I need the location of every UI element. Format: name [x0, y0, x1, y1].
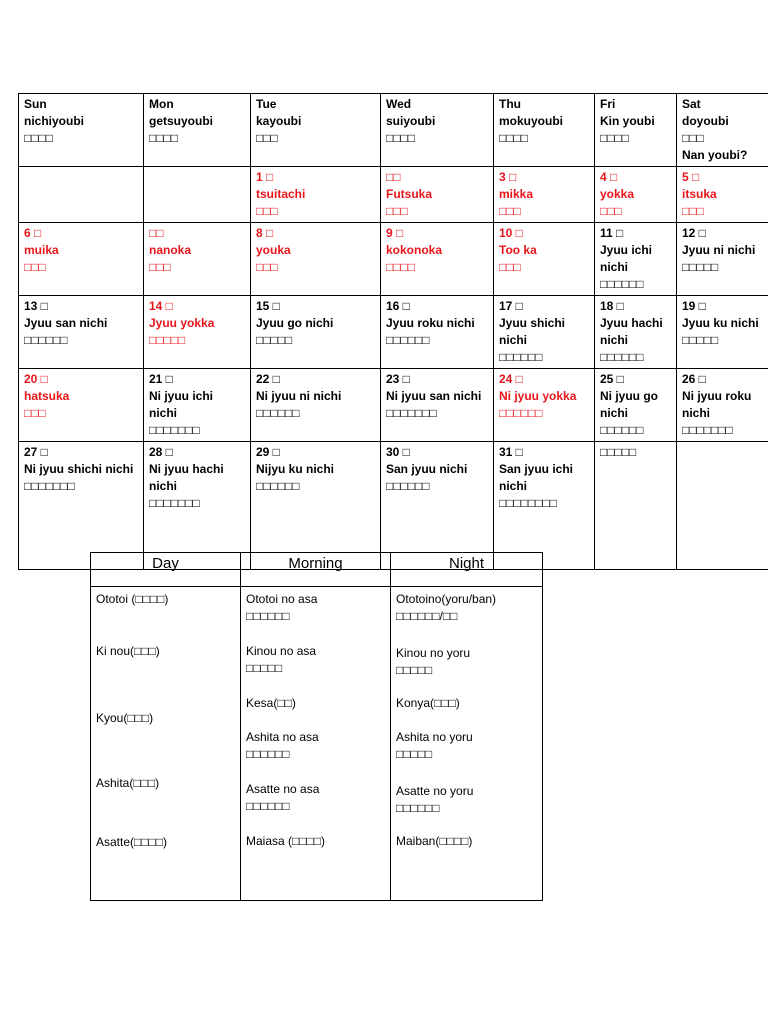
- day-cell-line: 5 □: [682, 170, 700, 184]
- day-cell-line: tsuitachi: [256, 187, 306, 201]
- day-cell: [19, 442, 144, 570]
- morning-word-line: Kesa(□□): [246, 696, 296, 710]
- day-cell: [677, 223, 768, 296]
- day-cell-line: youka: [256, 243, 291, 257]
- day-cell-line: 30 □: [386, 445, 410, 459]
- day-cell: [494, 167, 595, 223]
- day-cell: [144, 167, 251, 223]
- weekday-header-cell-line: □□□: [682, 131, 704, 145]
- night-word: [396, 783, 473, 817]
- day-cell-line: □□: [386, 170, 401, 184]
- day-cell-line: □□□□□□: [24, 333, 68, 347]
- night-word: [396, 645, 470, 679]
- day-cell-line: Jyuu ni nichi: [682, 243, 756, 257]
- day-cell-line: Ni jyuu ichi: [149, 389, 214, 403]
- week-row: [19, 167, 768, 223]
- day-cell-line: nichi: [149, 479, 178, 493]
- day-cell: [381, 442, 494, 570]
- day-cell: [595, 296, 677, 369]
- day-cell-line: □□□□□: [682, 333, 719, 347]
- day-cell-line: nichi: [600, 333, 629, 347]
- morning-word: [246, 695, 296, 712]
- weekday-header-cell: [677, 94, 768, 167]
- day-cell-line: hatsuka: [24, 389, 70, 403]
- day-cell-line: 29 □: [256, 445, 280, 459]
- weekday-header-cell-line: kayoubi: [256, 114, 302, 128]
- day-cell-line: nichi: [600, 260, 629, 274]
- night-word-line: Ototoino(yoru/ban): [396, 592, 497, 606]
- day-cell: [677, 296, 768, 369]
- day-cell: [381, 223, 494, 296]
- day-cell-line: □□□: [256, 260, 278, 274]
- day-cell: [144, 223, 251, 296]
- morning-column: [241, 587, 391, 901]
- day-cell-line: Jyuu san nichi: [24, 316, 108, 330]
- weekday-header-cell: [251, 94, 381, 167]
- day-column-header: Day: [91, 553, 241, 587]
- weekday-header-cell-line: Kin youbi: [600, 114, 655, 128]
- night-word-line: Ashita no yoru: [396, 730, 473, 744]
- day-cell-line: □□□: [24, 406, 46, 420]
- day-cell-line: 26 □: [682, 372, 706, 386]
- day-cell-line: □□□: [256, 204, 278, 218]
- night-word: [396, 695, 460, 712]
- day-word: Ototoi (□□□□): [96, 592, 169, 606]
- night-word-line: □□□□□□: [396, 801, 440, 815]
- day-cell-line: 20 □: [24, 372, 48, 386]
- week-row: [19, 223, 768, 296]
- day-cell-line: 1 □: [256, 170, 274, 184]
- weekday-header-cell: [494, 94, 595, 167]
- day-cell: [677, 369, 768, 442]
- weekday-header-cell-line: Sun: [24, 97, 47, 111]
- time-words-table: [90, 552, 543, 901]
- day-cell-line: □□□□: [386, 260, 415, 274]
- day-cell-line: itsuka: [682, 187, 717, 201]
- day-cell-line: Ni jyuu go: [600, 389, 658, 403]
- day-cell-line: 24 □: [499, 372, 523, 386]
- day-cell-line: nichi: [682, 406, 711, 420]
- day-cell-line: □□□□□□: [256, 479, 300, 493]
- weekday-header-cell-line: Thu: [499, 97, 521, 111]
- morning-word: [246, 729, 319, 763]
- morning-word: [246, 591, 317, 625]
- day-cell-line: □□□□□□□: [149, 423, 200, 437]
- day-cell: [494, 442, 595, 570]
- day-cell-line: Jyuu ku nichi: [682, 316, 759, 330]
- day-cell-line: □□□□□□: [600, 423, 644, 437]
- day-word: Ashita(□□□): [96, 776, 160, 790]
- day-cell-line: kokonoka: [386, 243, 443, 257]
- day-cell-line: □□□□□□□: [682, 423, 733, 437]
- night-word-line: Kinou no yoru: [396, 646, 471, 660]
- day-cell-line: mikka: [499, 187, 534, 201]
- day-cell: [144, 442, 251, 570]
- day-cell-line: nanoka: [149, 243, 192, 257]
- day-cell-line: 22 □: [256, 372, 280, 386]
- night-word: [396, 833, 472, 850]
- night-word-line: □□□□□□/□□: [396, 609, 458, 623]
- day-cell-line: □□□□□□□: [149, 496, 200, 510]
- day-cell-line: nichi: [600, 406, 629, 420]
- day-cell-line: 12 □: [682, 226, 706, 240]
- day-cell-line: muika: [24, 243, 59, 257]
- day-cell: [144, 296, 251, 369]
- weekday-header-cell-line: □□□: [256, 131, 278, 145]
- day-cell: [381, 167, 494, 223]
- day-cell-line: 3 □: [499, 170, 517, 184]
- day-cell-line: □□□: [149, 260, 171, 274]
- day-cell-line: □□□□□□□: [24, 479, 75, 493]
- day-cell-line: Jyuu hachi: [600, 316, 663, 330]
- day-cell: [494, 296, 595, 369]
- day-cell-line: 4 □: [600, 170, 618, 184]
- day-cell-line: Jyuu yokka: [149, 316, 215, 330]
- day-cell-line: □□□□□□: [600, 350, 644, 364]
- day-cell-line: yokka: [600, 187, 635, 201]
- morning-word-line: Asatte no asa: [246, 782, 320, 796]
- day-cell-line: 18 □: [600, 299, 624, 313]
- night-column-header: Night: [391, 553, 543, 587]
- day-cell-line: Nijyu ku nichi: [256, 462, 335, 476]
- day-cell: [595, 369, 677, 442]
- weekday-header-cell-line: nichiyoubi: [24, 114, 84, 128]
- day-cell: [251, 442, 381, 570]
- day-cell: [19, 223, 144, 296]
- day-cell-line: 11 □: [600, 226, 624, 240]
- calendar-table: [18, 93, 768, 570]
- weekday-header-cell-line: Wed: [386, 97, 412, 111]
- day-word: Asatte(□□□□): [96, 835, 168, 849]
- day-cell-line: □□□: [499, 260, 521, 274]
- day-cell-line: □□□□□□: [499, 406, 543, 420]
- day-cell: [494, 223, 595, 296]
- weekday-header-cell-line: □□□□: [24, 131, 53, 145]
- day-cell-line: □□□□□□: [386, 333, 430, 347]
- morning-word-line: □□□□□□: [246, 747, 290, 761]
- day-cell: [251, 223, 381, 296]
- weekday-header-cell-line: Nan youbi?: [682, 148, 748, 162]
- day-cell-line: 17 □: [499, 299, 523, 313]
- day-cell-line: □□□: [682, 204, 704, 218]
- week-row: [19, 296, 768, 369]
- weekday-header-cell-line: □□□□: [386, 131, 415, 145]
- day-cell-line: Jyuu roku nichi: [386, 316, 475, 330]
- day-cell-line: 25 □: [600, 372, 624, 386]
- day-cell-line: nichi: [499, 479, 528, 493]
- day-cell: [251, 369, 381, 442]
- day-cell-line: Jyuu go nichi: [256, 316, 334, 330]
- day-cell-line: 31 □: [499, 445, 523, 459]
- day-cell-line: 8 □: [256, 226, 274, 240]
- day-cell-line: □□□□□□□□: [499, 496, 557, 510]
- weekday-header-cell-line: Sat: [682, 97, 701, 111]
- day-cell-line: nichi: [499, 333, 528, 347]
- weekday-header-cell-line: Fri: [600, 97, 616, 111]
- day-cell-line: Futsuka: [386, 187, 433, 201]
- day-cell-line: □□□□□□: [256, 406, 300, 420]
- day-cell-line: 21 □: [149, 372, 173, 386]
- morning-column-header: Morning: [241, 553, 391, 587]
- morning-word-line: Maiasa (□□□□): [246, 834, 326, 848]
- day-cell: [381, 369, 494, 442]
- morning-word: [246, 833, 325, 850]
- day-cell-line: 13 □: [24, 299, 48, 313]
- night-word-line: Asatte no yoru: [396, 784, 474, 798]
- day-cell: [19, 167, 144, 223]
- day-cell-line: Ni jyuu hachi: [149, 462, 224, 476]
- day-cell: [381, 296, 494, 369]
- night-word-line: □□□□□: [396, 747, 433, 761]
- morning-word-line: □□□□□□: [246, 799, 290, 813]
- weekday-header-cell-line: suiyoubi: [386, 114, 436, 128]
- day-cell: [144, 369, 251, 442]
- week-row: [19, 442, 768, 570]
- weekday-header-cell: [144, 94, 251, 167]
- morning-word-line: □□□□□□: [246, 609, 290, 623]
- day-cell-line: Ni jyuu yokka: [499, 389, 577, 403]
- day-cell: [494, 369, 595, 442]
- day-cell-line: 23 □: [386, 372, 410, 386]
- morning-word: [246, 643, 316, 677]
- day-cell-line: 10 □: [499, 226, 523, 240]
- day-cell-line: □□□□□□□: [386, 406, 437, 420]
- day-cell-line: 19 □: [682, 299, 706, 313]
- weekday-header-cell-line: □□□□: [149, 131, 178, 145]
- day-word: Ki nou(□□□): [96, 644, 160, 658]
- day-cell-line: Ni jyuu ni nichi: [256, 389, 342, 403]
- day-cell-line: □□□□□□: [600, 277, 644, 291]
- night-word-line: Maiban(□□□□): [396, 834, 473, 848]
- day-cell-line: 14 □: [149, 299, 173, 313]
- morning-word-line: Kinou no asa: [246, 644, 317, 658]
- morning-word: [246, 781, 319, 815]
- day-cell-line: □□: [149, 226, 164, 240]
- day-cell-line: nichi: [149, 406, 178, 420]
- week-row: [19, 369, 768, 442]
- weekday-header-cell: [595, 94, 677, 167]
- day-cell: [595, 223, 677, 296]
- weekday-header-cell-line: getsuyoubi: [149, 114, 214, 128]
- weekday-header-cell-line: Mon: [149, 97, 174, 111]
- weekday-header-cell-line: □□□□: [600, 131, 629, 145]
- day-cell-line: San jyuu nichi: [386, 462, 468, 476]
- weekday-header-row: [19, 94, 768, 167]
- day-cell-line: 6 □: [24, 226, 42, 240]
- day-cell-line: □□□: [386, 204, 408, 218]
- day-cell-line: Jyuu ichi: [600, 243, 653, 257]
- day-cell: [595, 167, 677, 223]
- day-cell-line: Jyuu shichi: [499, 316, 566, 330]
- day-cell-line: 9 □: [386, 226, 404, 240]
- day-cell-line: 16 □: [386, 299, 410, 313]
- day-cell: [595, 442, 677, 570]
- day-cell: [677, 442, 768, 570]
- day-cell-line: Ni jyuu san nichi: [386, 389, 482, 403]
- morning-word-line: Ashita no asa: [246, 730, 319, 744]
- morning-word-line: □□□□□: [246, 661, 283, 675]
- day-cell: [19, 296, 144, 369]
- weekday-header-cell-line: doyoubi: [682, 114, 729, 128]
- day-cell-line: □□□□□: [149, 333, 186, 347]
- day-cell: [677, 167, 768, 223]
- night-word-line: □□□□□: [396, 663, 433, 677]
- day-cell-line: 15 □: [256, 299, 280, 313]
- night-word-line: Konya(□□□): [396, 696, 460, 710]
- weekday-header-cell-line: □□□□: [499, 131, 528, 145]
- day-cell-line: □□□□□□: [386, 479, 430, 493]
- day-cell-line: □□□: [499, 204, 521, 218]
- day-cell-line: □□□□□: [256, 333, 293, 347]
- day-cell-line: □□□: [24, 260, 46, 274]
- morning-word-line: Ototoi no asa: [246, 592, 318, 606]
- day-cell-line: □□□□□: [600, 445, 637, 459]
- day-cell-line: Too ka: [499, 243, 537, 257]
- day-cell-line: □□□□□: [682, 260, 719, 274]
- day-column: [91, 587, 241, 901]
- night-word: [396, 729, 473, 763]
- day-cell: [251, 296, 381, 369]
- night-column: [391, 587, 543, 901]
- day-cell-line: 27 □: [24, 445, 48, 459]
- day-cell-line: 28 □: [149, 445, 173, 459]
- day-cell-line: Ni jyuu roku: [682, 389, 752, 403]
- day-cell-line: Ni jyuu shichi nichi: [24, 462, 134, 476]
- day-cell-line: □□□□□□: [499, 350, 543, 364]
- day-cell-line: □□□: [600, 204, 622, 218]
- day-cell: [19, 369, 144, 442]
- weekday-header-cell: [381, 94, 494, 167]
- night-word: [396, 591, 496, 625]
- weekday-header-cell-line: mokuyoubi: [499, 114, 564, 128]
- day-cell: [251, 167, 381, 223]
- weekday-header-cell-line: Tue: [256, 97, 277, 111]
- day-word: Kyou(□□□): [96, 711, 154, 725]
- weekday-header-cell: [19, 94, 144, 167]
- day-cell-line: San jyuu ichi: [499, 462, 574, 476]
